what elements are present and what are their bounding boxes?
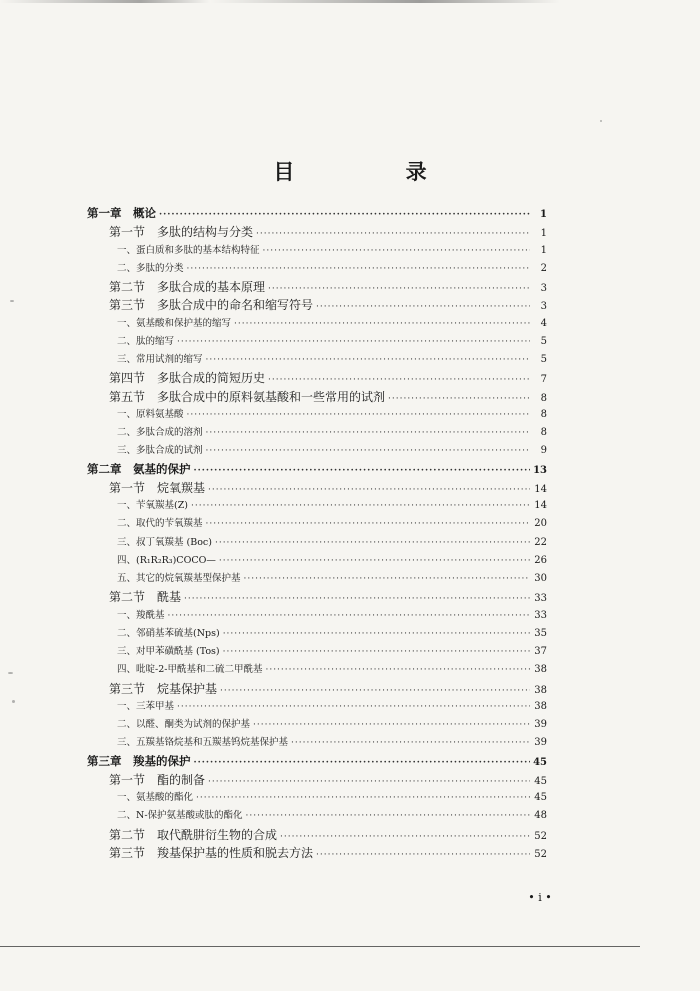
page-number-footer: • i • bbox=[528, 891, 552, 904]
toc-item[interactable] bbox=[87, 424, 547, 442]
toc-chapter[interactable] bbox=[87, 205, 547, 223]
toc-item[interactable] bbox=[87, 315, 547, 333]
toc-page-number: 33 bbox=[534, 593, 547, 605]
toc-page-number: 1 bbox=[540, 228, 547, 240]
toc-section[interactable] bbox=[87, 680, 547, 698]
toc-entry-title: 二、邻硝基苯硫基(Nps) bbox=[117, 627, 220, 639]
scan-speck bbox=[12, 700, 15, 703]
toc-page-number: 3 bbox=[540, 283, 547, 294]
toc-section[interactable] bbox=[87, 479, 547, 497]
toc-item[interactable] bbox=[87, 607, 547, 625]
toc-section[interactable] bbox=[87, 369, 547, 387]
toc-item[interactable] bbox=[87, 789, 547, 807]
toc-item[interactable] bbox=[87, 351, 547, 369]
dot-leader bbox=[220, 686, 530, 696]
toc-page-number: 5 bbox=[540, 354, 547, 365]
toc-item[interactable] bbox=[87, 260, 547, 278]
toc-page-number: 39 bbox=[534, 719, 547, 730]
dot-leader bbox=[194, 758, 531, 768]
dot-leader bbox=[168, 611, 530, 621]
dot-leader bbox=[187, 410, 530, 420]
dot-leader bbox=[194, 466, 531, 476]
toc-page-number: 7 bbox=[540, 374, 547, 386]
dot-leader bbox=[316, 302, 530, 312]
toc-page-number: 20 bbox=[534, 518, 547, 530]
dot-leader bbox=[223, 629, 530, 639]
scan-speck bbox=[600, 120, 602, 122]
toc-page-number: 45 bbox=[534, 792, 547, 803]
toc-item[interactable] bbox=[87, 442, 547, 460]
toc-entry-title: 第二节 取代酰肼衍生物的合成 bbox=[109, 827, 278, 842]
toc-entry-title: 一、羧酰基 bbox=[117, 609, 165, 621]
toc-item[interactable] bbox=[87, 242, 547, 260]
dot-leader bbox=[206, 519, 530, 529]
scan-edge-top bbox=[0, 0, 700, 3]
toc-entry-title: 三、对甲苯磺酰基 (Tos) bbox=[117, 646, 220, 657]
toc-item[interactable] bbox=[87, 406, 547, 424]
toc-entry-title: 一、苄氧羰基(Z) bbox=[117, 500, 189, 511]
dot-leader bbox=[280, 832, 530, 842]
toc-entry-title: 一、原料氨基酸 bbox=[117, 408, 184, 420]
toc-entry-title: 第三章 羧基的保护 bbox=[87, 753, 191, 768]
toc-section[interactable] bbox=[87, 588, 547, 606]
dot-leader bbox=[246, 811, 530, 821]
toc-item[interactable] bbox=[87, 734, 547, 752]
dot-leader bbox=[263, 246, 530, 256]
dot-leader bbox=[268, 375, 530, 385]
dot-leader bbox=[196, 793, 530, 803]
toc-page-number: 33 bbox=[534, 609, 547, 621]
toc-entry-title: 三、常用试剂的缩写 bbox=[117, 354, 203, 365]
toc-entry-title: 第一节 烷氧羰基 bbox=[109, 480, 206, 495]
dot-leader bbox=[234, 319, 530, 329]
toc-entry-title: 三、叔丁氧羰基 (Boc) bbox=[117, 536, 212, 548]
toc-item[interactable] bbox=[87, 661, 547, 679]
toc-entry-title: 一、三苯甲基 bbox=[117, 700, 175, 712]
toc-page-number: 52 bbox=[534, 848, 547, 860]
toc-item[interactable] bbox=[87, 333, 547, 351]
toc-page-number: 22 bbox=[534, 536, 547, 548]
toc-entry-title: 一、氨基酸和保护基的缩写 bbox=[117, 317, 232, 329]
toc-page-number: 48 bbox=[534, 810, 547, 822]
dot-leader bbox=[159, 210, 530, 220]
toc-page-number: 8 bbox=[540, 427, 547, 438]
toc-item[interactable] bbox=[87, 807, 547, 825]
dot-leader bbox=[265, 665, 530, 675]
toc-entry-title: 第二节 酰基 bbox=[109, 590, 182, 605]
toc-entry-title: 五、其它的烷氧羰基型保护基 bbox=[117, 573, 241, 584]
toc-item[interactable] bbox=[87, 716, 547, 734]
toc-page-number: 30 bbox=[534, 573, 547, 584]
toc-entry-title: 第四节 多肽合成的简短历史 bbox=[109, 371, 266, 386]
toc-page-number: 45 bbox=[534, 775, 547, 787]
toc-entry-title: 一、氨基酸的酯化 bbox=[117, 792, 194, 803]
toc-item[interactable] bbox=[87, 552, 547, 570]
toc-entry-title: 二、多肽的分类 bbox=[117, 262, 184, 274]
dot-leader bbox=[244, 574, 530, 584]
toc-section[interactable] bbox=[87, 278, 547, 296]
toc-page-number: 13 bbox=[533, 464, 547, 476]
dot-leader bbox=[268, 284, 530, 294]
dot-leader bbox=[206, 428, 530, 438]
toc-item[interactable] bbox=[87, 698, 547, 716]
toc-entry-title: 第三节 多肽合成中的命名和缩写符号 bbox=[109, 298, 314, 313]
toc-page-number: 3 bbox=[540, 301, 547, 313]
scan-speck bbox=[10, 300, 14, 302]
toc-entry-title: 第三节 烷基保护基 bbox=[109, 681, 218, 696]
toc-section[interactable] bbox=[87, 771, 547, 789]
toc-page-number: 38 bbox=[534, 684, 547, 696]
dot-leader bbox=[215, 538, 530, 548]
toc-entry-title: 第二节 多肽合成的基本原理 bbox=[109, 280, 266, 294]
toc-page-number: 52 bbox=[534, 830, 547, 842]
toc-entry-title: 二、取代的苄氧羰基 bbox=[117, 518, 203, 530]
toc-chapter[interactable] bbox=[87, 753, 547, 771]
toc-entry-title: 四、吡啶-2-甲酰基和二硫二甲酰基 bbox=[117, 664, 263, 676]
toc-item[interactable] bbox=[87, 643, 547, 661]
dot-leader bbox=[256, 229, 530, 239]
toc-section[interactable] bbox=[87, 296, 547, 314]
toc-entry-title: 四、(R₁R₂R₃)COCO— bbox=[117, 554, 216, 566]
toc-item[interactable] bbox=[87, 625, 547, 643]
toc-entry-title: 第五节 多肽合成中的原料氨基酸和一些常用的试剂 bbox=[109, 389, 386, 404]
toc-page-number: 45 bbox=[533, 756, 547, 768]
toc-page-number: 35 bbox=[534, 627, 547, 639]
toc-page-number: 8 bbox=[540, 408, 547, 420]
toc-entry-title: 三、五羰基铬烷基和五羰基钨烷基保护基 bbox=[117, 737, 289, 749]
toc-entry-title: 二、N-保护氨基酸或肽的酯化 bbox=[117, 810, 243, 822]
dot-leader bbox=[187, 264, 530, 274]
toc-entry-title: 二、多肽合成的溶剂 bbox=[117, 427, 203, 438]
toc-section[interactable] bbox=[87, 826, 547, 844]
page-title: 目 录 bbox=[273, 159, 479, 184]
scan-speck bbox=[8, 672, 13, 674]
dot-leader bbox=[206, 446, 530, 456]
toc-page-number: 4 bbox=[540, 317, 547, 329]
toc-page-number: 14 bbox=[534, 483, 547, 495]
toc-page-number: 26 bbox=[534, 554, 547, 566]
toc-page-number: 8 bbox=[540, 392, 547, 404]
dot-leader bbox=[316, 850, 530, 860]
dot-leader bbox=[177, 702, 530, 712]
toc-entry-title: 一、蛋白质和多肽的基本结构特征 bbox=[117, 244, 260, 256]
toc-page-number: 14 bbox=[534, 500, 547, 511]
toc-entry-title: 第二章 氨基的保护 bbox=[87, 461, 191, 476]
toc-chapter[interactable] bbox=[87, 461, 547, 479]
dot-leader bbox=[208, 777, 530, 787]
toc-page-number: 38 bbox=[534, 664, 547, 676]
dot-leader bbox=[177, 337, 530, 347]
toc-entry-title: 二、以醛、酮类为试剂的保护基 bbox=[117, 719, 251, 730]
dot-leader bbox=[291, 738, 530, 748]
toc-section[interactable] bbox=[87, 844, 547, 862]
toc-item[interactable] bbox=[87, 515, 547, 533]
toc-item[interactable] bbox=[87, 497, 547, 515]
toc-section[interactable] bbox=[87, 223, 547, 241]
toc-page-number: 1 bbox=[540, 209, 547, 220]
dot-leader bbox=[253, 720, 530, 730]
toc-item[interactable] bbox=[87, 534, 547, 552]
dot-leader bbox=[208, 485, 530, 495]
dot-leader bbox=[219, 556, 530, 566]
toc-page-number: 1 bbox=[540, 244, 547, 256]
toc-entry-title: 第一节 酯的制备 bbox=[109, 772, 206, 787]
dot-leader bbox=[206, 355, 530, 365]
dot-leader bbox=[191, 501, 530, 511]
toc-entry-title: 二、肽的缩写 bbox=[117, 335, 175, 347]
toc-page-number: 9 bbox=[540, 445, 547, 457]
toc-item[interactable] bbox=[87, 570, 547, 588]
toc-page-number: 39 bbox=[534, 737, 547, 749]
toc-entry-title: 第一章 概论 bbox=[87, 206, 156, 220]
scan-edge-bottom bbox=[0, 946, 640, 947]
toc-entry-title: 三、多肽合成的试剂 bbox=[117, 445, 203, 457]
dot-leader bbox=[223, 647, 530, 657]
toc-section[interactable] bbox=[87, 388, 547, 406]
dot-leader bbox=[184, 594, 530, 604]
toc-entry-title: 第一节 多肽的结构与分类 bbox=[109, 225, 254, 240]
toc-entry-title: 第三节 羧基保护基的性质和脱去方法 bbox=[109, 845, 314, 860]
dot-leader bbox=[388, 394, 530, 404]
toc-page-number: 5 bbox=[540, 335, 547, 347]
toc-page-number: 37 bbox=[534, 646, 547, 657]
table-of-contents bbox=[87, 205, 547, 862]
toc-page-number: 38 bbox=[534, 700, 547, 712]
toc-page-number: 2 bbox=[540, 262, 547, 274]
